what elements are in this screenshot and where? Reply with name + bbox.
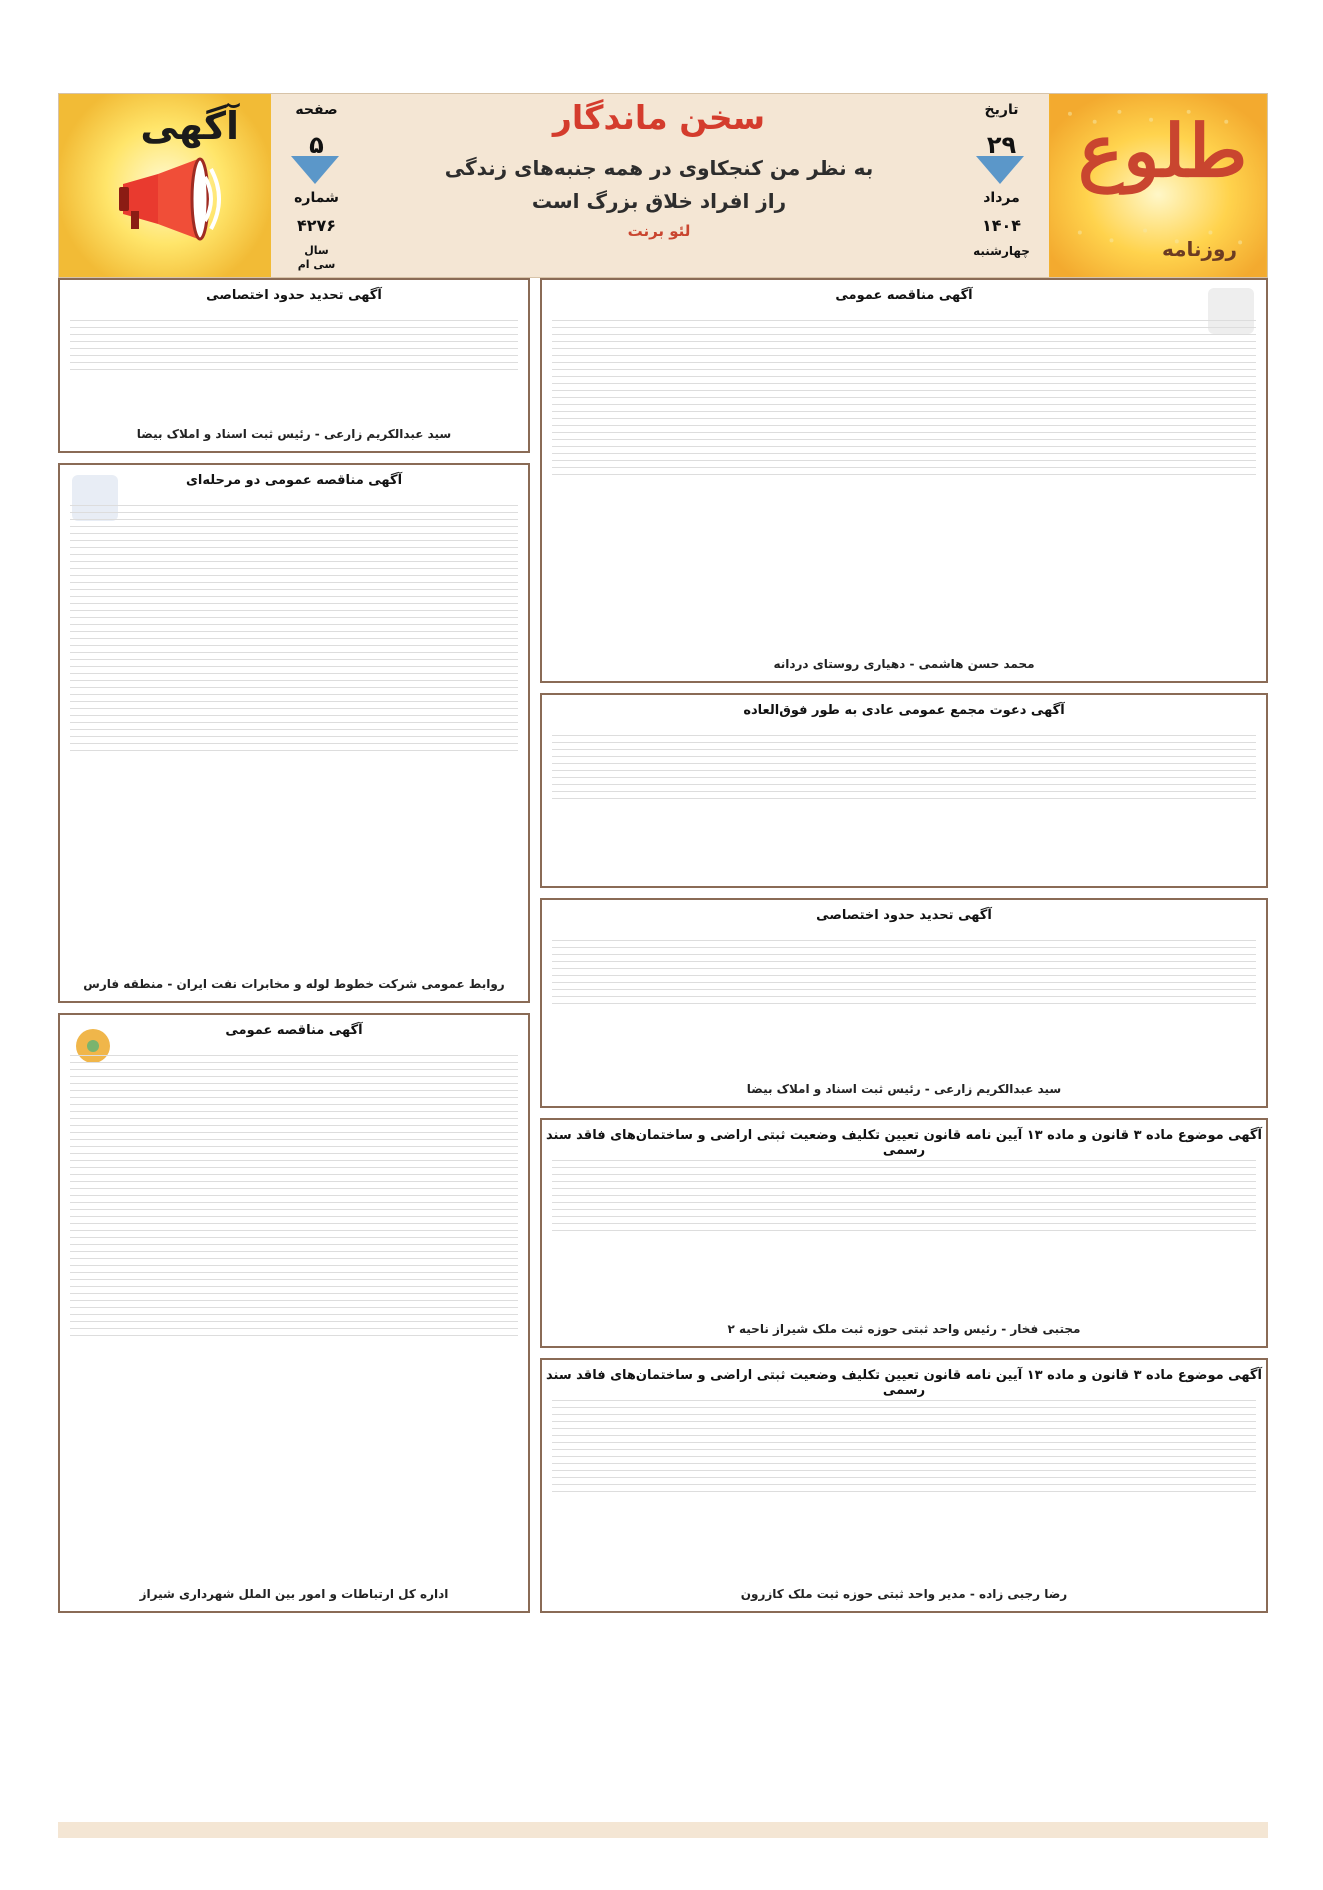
quote-area — [364, 94, 954, 277]
ad-body — [70, 1049, 518, 1583]
ad-article3-shiraz — [540, 1118, 1268, 1348]
year-small-value: سی ام — [297, 258, 336, 271]
masthead — [58, 93, 1268, 278]
ad-signature: روابط عمومی شرکت خطوط لوله و مخابرات نفت ایران - منطقه فارس — [83, 977, 505, 991]
ad-title: آگهی — [140, 104, 239, 148]
ad-body — [552, 934, 1256, 1078]
brand-logo-area — [1049, 94, 1267, 277]
ad-body — [552, 314, 1256, 653]
ad-title: آگهی تحدید حدود اختصاصی — [206, 288, 382, 303]
ad-signature: رضا رجبی زاده - مدیر واحد ثبتی حوزه ثبت ملک کازرون — [740, 1587, 1068, 1601]
ad-title: آگهی مناقصه عمومی — [835, 288, 973, 303]
ad-boundary-2 — [540, 898, 1268, 1108]
date-day: ۲۹ — [986, 131, 1017, 159]
quote-line-2: راز افراد خلاق بزرگ است — [531, 189, 787, 213]
megaphone-icon — [103, 149, 233, 249]
ad-title: آگهی تحدید حدود اختصاصی — [816, 908, 992, 923]
year-small-label: سال — [304, 244, 329, 257]
quote-author: لئو برنت — [627, 222, 691, 240]
page-number: ۵ — [309, 131, 324, 159]
date-label: تاریخ — [984, 102, 1019, 118]
quote-title: سخن ماندگار — [552, 98, 766, 137]
ad-body — [70, 499, 518, 973]
date-month: مرداد — [983, 190, 1020, 206]
ad-title: آگهی دعوت مجمع عمومی عادی به طور فوق‌العاده — [743, 703, 1065, 718]
page-indicator-icon — [291, 156, 339, 184]
issue-box — [269, 94, 364, 277]
ad-body — [552, 1154, 1256, 1318]
brand-subtitle: روزنامه — [1162, 237, 1237, 261]
ad-signature: محمد حسن هاشمی - دهیاری روستای دردانه — [773, 657, 1035, 671]
ad-article3-kazerun — [540, 1358, 1268, 1613]
quote-line-1: به نظر من کنجکاوی در همه جنبه‌های زندگی — [444, 156, 874, 180]
ad-banner — [59, 94, 271, 277]
ad-municipal-tender — [58, 1013, 530, 1613]
issue-number: ۴۲۷۶ — [296, 216, 337, 235]
main-content — [58, 278, 1268, 1838]
brand-title: طلوع — [1077, 108, 1248, 193]
page-label: صفحه — [295, 102, 338, 118]
ad-title: آگهی موضوع ماده ۳ قانون و ماده ۱۳ آیین نامه قانون تعیین تکلیف وضعیت ثبتی اراضی و ساختمان‌های فاقد سند رسمی — [546, 1368, 1262, 1398]
ad-general-meeting — [540, 693, 1268, 888]
page-bottom-strip — [58, 1822, 1268, 1838]
date-indicator-icon — [976, 156, 1024, 184]
ad-signature: مجتبی فخار - رئیس واحد ثبتی حوزه ثبت ملک شیراز ناحیه ۲ — [727, 1322, 1081, 1336]
ad-title: آگهی مناقصه عمومی — [225, 1023, 363, 1038]
issue-label: شماره — [294, 190, 339, 206]
ad-two-stage-tender — [58, 463, 530, 1003]
date-box — [954, 94, 1049, 277]
ad-body — [552, 1394, 1256, 1583]
ad-body — [70, 314, 518, 423]
ad-signature: اداره کل ارتباطات و امور بین الملل شهرداری شیراز — [139, 1587, 449, 1601]
ad-signature: سید عبدالکریم زارعی - رئیس ثبت اسناد و املاک بیضا — [746, 1082, 1062, 1096]
ad-title: آگهی مناقصه عمومی دو مرحله‌ای — [185, 473, 403, 488]
ad-signature: سید عبدالکریم زارعی - رئیس ثبت اسناد و املاک بیضا — [136, 427, 452, 441]
ad-body — [552, 729, 1256, 858]
ad-title: آگهی موضوع ماده ۳ قانون و ماده ۱۳ آیین نامه قانون تعیین تکلیف وضعیت ثبتی اراضی و ساختمان‌های فاقد سند رسمی — [546, 1128, 1262, 1158]
date-year: ۱۴۰۴ — [981, 216, 1022, 235]
ad-boundary-1 — [58, 278, 530, 453]
date-weekday: چهارشنبه — [973, 244, 1030, 258]
ad-tender-general — [540, 278, 1268, 683]
